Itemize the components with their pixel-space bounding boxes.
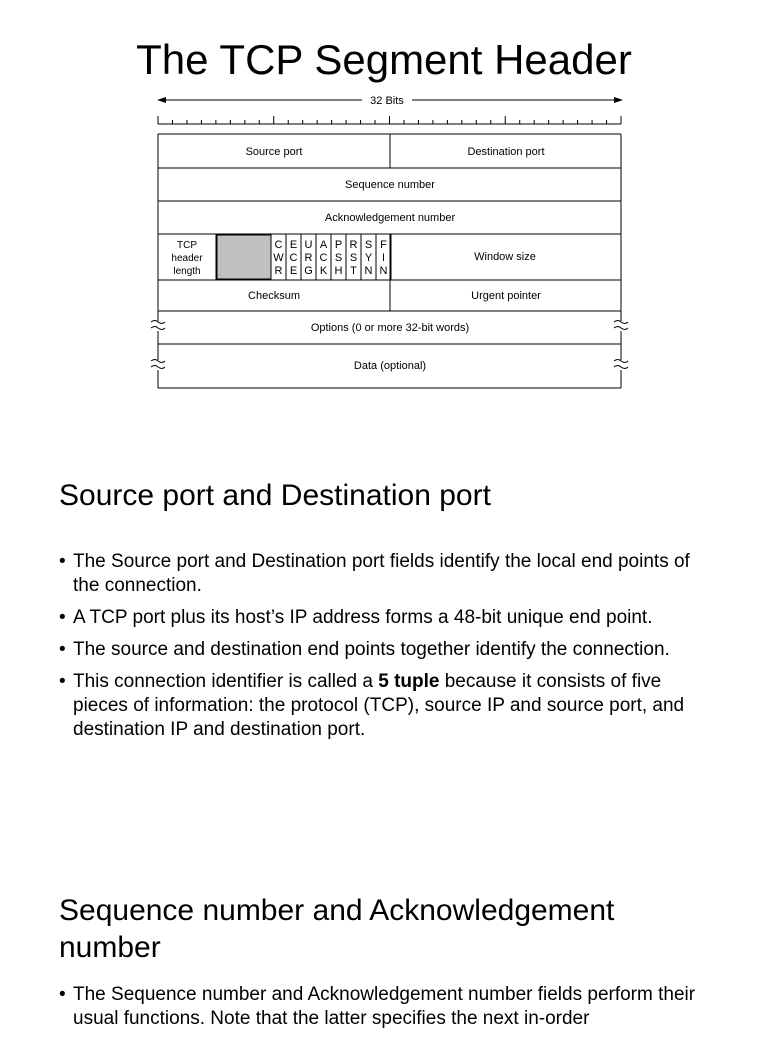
flag-letter: E xyxy=(289,239,298,251)
flag-letter: C xyxy=(289,252,298,264)
field-header-length-line-3: length xyxy=(173,266,201,277)
flag-cells xyxy=(271,234,391,280)
tcp-header-diagram xyxy=(0,88,768,398)
flag-letter: R xyxy=(274,265,283,277)
flag-letter: F xyxy=(380,239,387,251)
bullet-item xyxy=(59,670,719,742)
field-header-length-line-1: TCP xyxy=(177,240,197,251)
field-data: Data (optional) xyxy=(353,360,427,372)
field-urgent-pointer: Urgent pointer xyxy=(471,290,541,302)
field-destination-port: Destination port xyxy=(467,146,545,158)
flag-letter: R xyxy=(304,252,313,264)
flag-letter: W xyxy=(273,252,284,264)
flag-letter: A xyxy=(319,239,328,251)
flag-letter: U xyxy=(304,239,313,251)
flag-letter: C xyxy=(319,252,328,264)
bit-width-label: 32 Bits xyxy=(370,95,404,107)
bullet-list-sequence xyxy=(59,983,719,1039)
bullet-item: • The source and destination end points together identify the connection. xyxy=(59,638,719,662)
bullet-item: • The Source port and Destination port fields identify the local end points of the connection. xyxy=(59,550,719,598)
flag-letter: H xyxy=(334,265,343,277)
slide-title: The TCP Segment Header xyxy=(136,36,632,83)
section-heading-sequence: Sequence number and Acknowledgement number xyxy=(59,894,615,964)
bullet-list-ports xyxy=(59,550,719,750)
flag-letter: R xyxy=(349,239,358,251)
field-ack-number: Acknowledgement number xyxy=(324,212,456,224)
flag-letter: I xyxy=(381,252,386,264)
bullet-text: because it consists of five pieces of information: the protocol (TCP), source IP and source port, and destination IP and destination port. xyxy=(73,671,685,740)
flag-letter: S xyxy=(334,252,343,264)
field-sequence-number: Sequence number xyxy=(345,179,435,191)
bullet-item: • A TCP port plus its host’s IP address forms a 48-bit unique end point. xyxy=(59,606,719,630)
field-window-size: Window size xyxy=(474,251,536,263)
field-checksum: Checksum xyxy=(248,290,300,302)
flag-letter: N xyxy=(379,265,388,277)
bullet-text: This connection identifier is called a xyxy=(73,671,379,692)
field-source-port: Source port xyxy=(245,146,303,158)
bullet-item: • The Sequence number and Acknowledgement number fields perform their usual functions. Note that the latter specifies the next in-order xyxy=(59,983,719,1031)
flag-letter: G xyxy=(304,265,313,277)
flag-letter: K xyxy=(319,265,328,277)
flag-letter: S xyxy=(349,252,358,264)
flag-letter: S xyxy=(364,239,373,251)
flag-letter: P xyxy=(334,239,343,251)
flag-letter: T xyxy=(350,265,357,277)
field-header-length-line-2: header xyxy=(171,253,203,264)
flag-letter: Y xyxy=(364,252,373,264)
reserved-bits xyxy=(217,235,271,279)
bit-ruler xyxy=(158,116,621,124)
section-heading-ports: Source port and Destination port xyxy=(59,479,491,512)
flag-letter: E xyxy=(289,265,298,277)
flag-letter: C xyxy=(274,239,283,251)
field-options: Options (0 or more 32-bit words) xyxy=(310,322,470,334)
bullet-bold-term: 5 tuple xyxy=(378,671,440,692)
flag-letter: N xyxy=(364,265,373,277)
